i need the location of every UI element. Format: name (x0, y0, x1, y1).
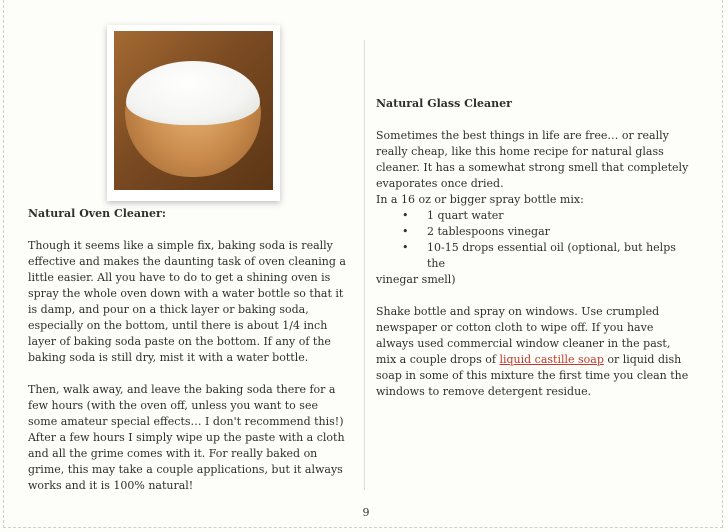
oven-paragraph-1: Though it seems like a simple fix, baking soda is really effective and makes the daunting task of oven cleaning a little easier. All you have to do to get a shining oven is spray the whole oven down with a water bottle so that it is damp, and pour on a thick layer or baking soda, especially on the bottom, until there is about 1/4 inch layer of baking soda paste on the bottom. If any of the baking soda is still dry, mist it with a water bottle. (28, 239, 346, 364)
glass-cleaner-heading: Natural Glass Cleaner (376, 97, 512, 110)
page-number: 9 (362, 506, 370, 519)
photo-image (114, 31, 273, 190)
ingredient-item (376, 224, 690, 240)
oven-cleaner-heading: Natural Oven Cleaner: (28, 207, 166, 220)
instructions-text-end: or liquid dish soap in some of this mixture the first time you clean the windows to remove detergent residue. (376, 353, 689, 398)
ingredient-continuation: vinegar smell) (376, 273, 456, 286)
bullet: • (402, 225, 409, 238)
glass-intro: Sometimes the best things in life are free… or really really cheap, like this home recipe for natural glass cleaner. It has a somewhat strong smell that completely evaporates once dried. (376, 129, 689, 190)
left-column (28, 206, 350, 494)
baking-soda-photo (107, 25, 280, 201)
ingredient-text: 1 quart water (427, 209, 504, 222)
ingredient-item (376, 240, 690, 272)
bullet: • (402, 241, 409, 254)
bullet: • (402, 209, 409, 222)
column-divider (364, 40, 365, 490)
right-column (376, 96, 690, 400)
baking-soda-powder (126, 61, 260, 125)
glass-instructions (376, 304, 690, 400)
ingredient-text: 10-15 drops essential oil (optional, but helps the (427, 241, 676, 270)
mix-label: In a 16 oz or bigger spray bottle mix: (376, 193, 584, 206)
ingredient-text: 2 tablespoons vinegar (427, 225, 550, 238)
liquid-castille-soap-link[interactable]: liquid castille soap (499, 353, 604, 366)
instructions-text: Shake bottle and spray on windows. Use crumpled newspaper or cotton cloth to wipe off. If you have always used commercial window cleaner in the past, mix a couple drops of (376, 305, 671, 366)
oven-paragraph-2: Then, walk away, and leave the baking soda there for a few hours (with the oven off, unless you want to see some amateur special effects… I don't recommend this!) After a few hours I simply wipe up the paste with a cloth and all the grime comes with it. For really baked on grime, this may take a couple applications, but it always works and it is 100% natural! (28, 383, 345, 492)
ingredient-item (376, 208, 690, 224)
